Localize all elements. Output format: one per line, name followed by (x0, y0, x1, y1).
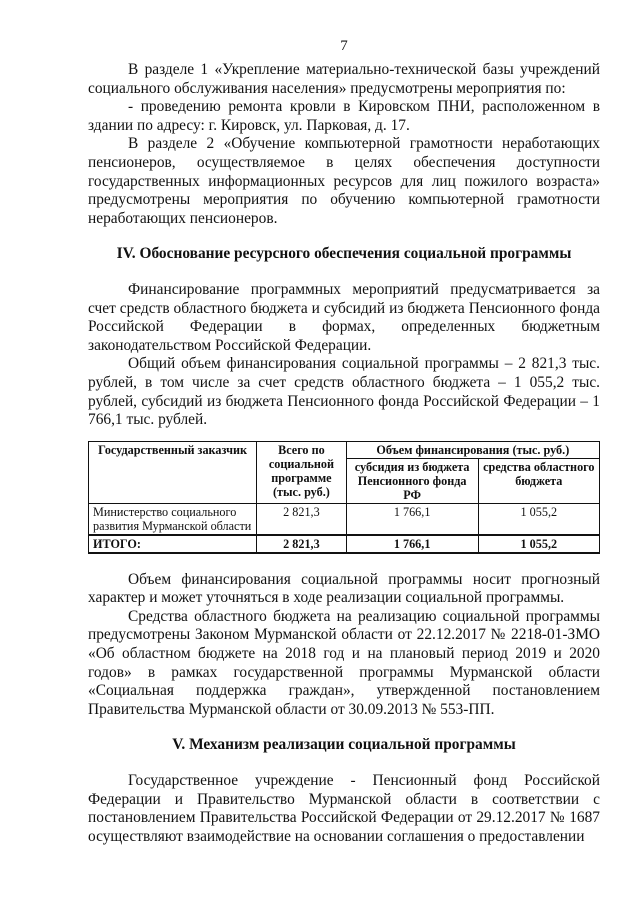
header-volume: Объем финансирования (тыс. руб.) (346, 441, 599, 458)
page-number: 7 (340, 38, 348, 54)
section-4-paragraph-2: Общий объем финансирования социальной программы – 2 821,3 тыс. рублей, в том числе за счет средств областного бюджета – 1 055,2 тыс. рублей, субсидий из бюджета Пенсионного фонда Российской Федерации – 1 766,1 тыс. рублей. (88, 355, 600, 429)
intro-paragraph-3: В разделе 2 «Обучение компьютерной грамотности неработающих пенсионеров, осуществляемое в целях обеспечения доступности государственных информационных ресурсов для лиц пожилого возраста» предусмотрены мероприятия по обучению компьютерной грамотности неработающих пенсионеров. (88, 135, 600, 227)
table-total-row (89, 535, 600, 553)
header-subsidy: субсидия из бюджета Пенсионного фонда РФ (346, 458, 478, 503)
cell-total-label: ИТОГО: (89, 535, 257, 553)
cell-total-regional: 1 055,2 (478, 535, 599, 553)
cell-total-subsidy: 1 766,1 (346, 535, 478, 553)
financing-table (88, 441, 600, 554)
section-5-heading: V. Механизм реализации социальной программы (172, 736, 516, 754)
section-4-heading: IV. Обоснование ресурсного обеспечения социальной программы (116, 245, 572, 263)
document-page (88, 38, 600, 846)
cell-customer: Министерство социального развития Мурманской области (89, 503, 257, 535)
cell-regional: 1 055,2 (478, 503, 599, 535)
table-header-row (89, 441, 600, 458)
section-4-paragraph-3: Объем финансирования социальной программы носит прогнозный характер и может уточняться в ходе реализации социальной программы. (88, 570, 600, 607)
header-total: Всего по социальной программе (тыс. руб.) (257, 441, 346, 503)
table-row (89, 503, 600, 535)
cell-subsidy: 1 766,1 (346, 503, 478, 535)
header-customer: Государственный заказчик (89, 441, 257, 503)
cell-total-sum: 2 821,3 (257, 535, 346, 553)
section-4-paragraph-4: Средства областного бюджета на реализацию социальной программы предусмотрены Законом Мурманской области от 22.12.2017 № 2218-01-ЗМО «Об областном бюджете на 2018 год и на плановый период 2019 и 2020 годов» в рамках государственной программы Мурманской области «Социальная поддержка граждан», утвержденной постановлением Правительства Мурманской области от 30.09.2013 № 553-ПП. (88, 607, 600, 718)
intro-paragraph-2: - проведению ремонта кровли в Кировском ПНИ, расположенном в здании по адресу: г. Кировск, ул. Парковая, д. 17. (88, 98, 600, 134)
header-regional: средства областного бюджета (478, 458, 599, 503)
intro-paragraph-1: В разделе 1 «Укрепление материально-технической базы учреждений социального обслуживания населения» предусмотрены мероприятия по: (88, 61, 600, 97)
cell-total: 2 821,3 (257, 503, 346, 535)
section-5-paragraph-1: Государственное учреждение - Пенсионный фонд Российской Федерации и Правительство Мурманской области в соответствии с постановлением Правительства Российской Федерации от 29.12.2017 № 1687 осуществляют взаимодействие на основании соглашения о предоставлении (88, 772, 600, 845)
section-4-paragraph-1: Финансирование программных мероприятий предусматривается за счет средств областного бюджета и субсидий из бюджета Пенсионного фонда Российской Федерации в формах, определенных бюджетным законодательством Российской Федерации. (88, 280, 600, 354)
